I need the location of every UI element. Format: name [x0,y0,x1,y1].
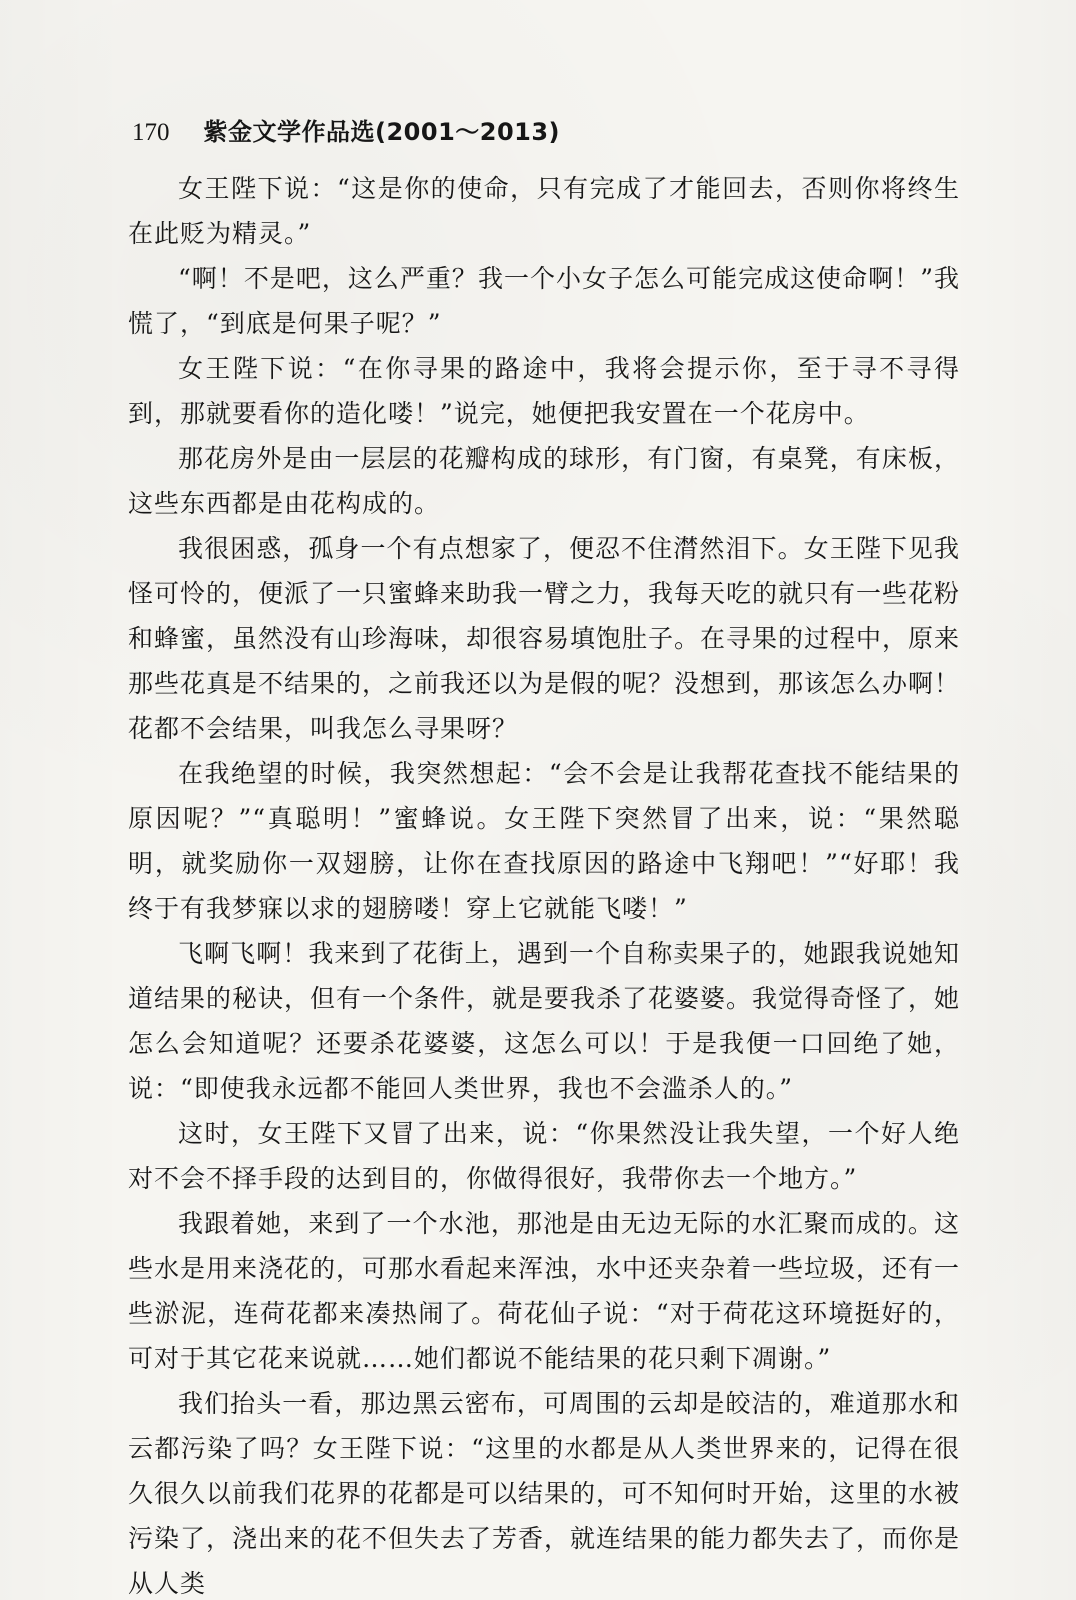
paragraph: 女王陛下说：“这是你的使命，只有完成了才能回去，否则你将终生在此贬为精灵。” [128,174,960,248]
page-header [132,112,952,152]
book-title: 紫金文学作品选(2001～2013) [203,118,561,146]
paragraph: 女王陛下说：“在你寻果的路途中，我将会提示你，至于寻不寻得到，那就要看你的造化喽！”说完，她便把我安置在一个花房中。 [128,354,960,428]
paragraph: 我很困惑，孤身一个有点想家了，便忍不住潸然泪下。女王陛下见我怪可怜的，便派了一只蜜蜂来助我一臂之力，我每天吃的就只有一些花粉和蜂蜜，虽然没有山珍海味，却很容易填饱肚子。在寻果的过程中，原来那些花真是不结果的，之前我还以为是假的呢？没想到，那该怎么办啊！花都不会结果，叫我怎么寻果呀？ [128,534,961,743]
body-text [128,166,960,1600]
paragraph: 在我绝望的时候，我突然想起：“会不会是让我帮花查找不能结果的原因呢？”“真聪明！”蜜蜂说。女王陛下突然冒了出来，说：“果然聪明，就奖励你一双翅膀，让你在查找原因的路途中飞翔吧！”“好耶！我终于有我梦寐以求的翅膀喽！穿上它就能飞喽！” [128,759,960,923]
paragraph: 那花房外是由一层层的花瓣构成的球形，有门窗，有桌凳，有床板，这些东西都是由花构成的。 [128,444,960,518]
paragraph: 我们抬头一看，那边黑云密布，可周围的云却是皎洁的，难道那水和云都污染了吗？女王陛下说：“这里的水都是从人类世界来的，记得在很久很久以前我们花界的花都是可以结果的，可不知何时开始，这里的水被污染了，浇出来的花不但失去了芳香，就连结果的能力都失去了，而你是从人类 [128,1389,961,1598]
paragraph: 这时，女王陛下又冒了出来，说：“你果然没让我失望，一个好人绝对不会不择手段的达到目的，你做得很好，我带你去一个地方。” [128,1119,960,1193]
paragraph: 我跟着她，来到了一个水池，那池是由无边无际的水汇聚而成的。这些水是用来浇花的，可那水看起来浑浊，水中还夹杂着一些垃圾，还有一些淤泥，连荷花都来凑热闹了。荷花仙子说：“对于荷花这环境挺好的，可对于其它花来说就……她们都说不能结果的花只剩下凋谢。” [128,1209,961,1373]
paragraph: “啊！不是吧，这么严重？我一个小女子怎么可能完成这使命啊！”我慌了，“到底是何果子呢？” [128,264,960,338]
paragraph: 飞啊飞啊！我来到了花街上，遇到一个自称卖果子的，她跟我说她知道结果的秘诀，但有一个条件，就是要我杀了花婆婆。我觉得奇怪了，她怎么会知道呢？还要杀花婆婆，这怎么可以！于是我便一口回绝了她，说：“即使我永远都不能回人类世界，我也不会滥杀人的。” [128,939,961,1103]
page-number: 170 [132,119,170,146]
